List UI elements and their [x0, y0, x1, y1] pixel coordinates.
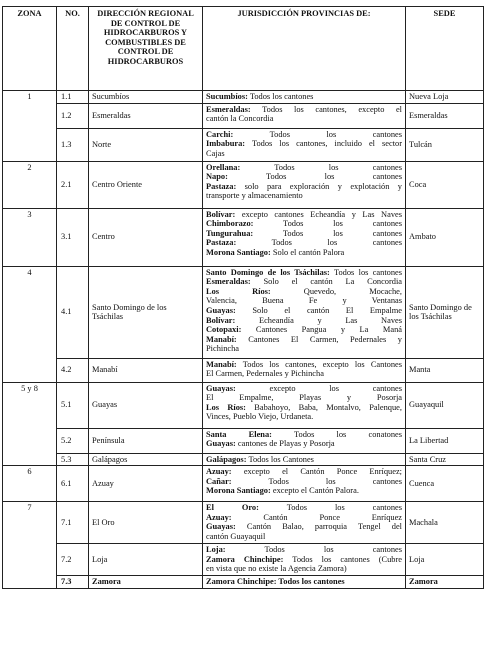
- province-name: Guayas:: [206, 305, 236, 315]
- province-name: Carchi:: [206, 129, 234, 139]
- table-body: [3, 91, 484, 589]
- sede-cell: Machala: [406, 502, 484, 544]
- direccion-cell: Sucumbíos: [89, 91, 203, 104]
- jurisdiction-line: [206, 325, 402, 335]
- jurisdiction-text: Todos los cantones: [240, 162, 402, 172]
- jurisdiction-text: Cantones El Carmen, Pedernales y: [236, 334, 402, 344]
- jurisdiction-text: Valencia, Buena Fe y Ventanas: [206, 296, 402, 306]
- header-row: [3, 7, 484, 91]
- jurisdiction-text: Todos los Cantones: [246, 454, 314, 464]
- jurisdiction-table: [2, 6, 484, 589]
- number-cell: 5.1: [57, 382, 89, 428]
- jurisdiccion-cell: [203, 161, 406, 208]
- jurisdiction-line: [206, 105, 402, 115]
- province-name: Cotopaxi:: [206, 325, 242, 335]
- header-direccion: DIRECCIÓN REGIONAL DE CONTROL DE HIDROCARBUROS Y COMBUSTIBLES DE CONTROL DE HIDROCARBUROS: [89, 7, 203, 91]
- table-row: [3, 575, 484, 588]
- jurisdiction-text: Todos los cantones: [329, 267, 403, 277]
- sede-cell: Guayaquil: [406, 382, 484, 428]
- direccion-cell: Azuay: [89, 466, 203, 502]
- zona-cell: 4: [3, 266, 57, 382]
- table-row: [3, 358, 484, 382]
- province-name: Los Ríos:: [206, 402, 246, 412]
- jurisdiccion-cell: [203, 382, 406, 428]
- jurisdiction-text: excepto el Cantón Ponce Enríquez;: [231, 467, 402, 477]
- jurisdiction-text: cantones de Playas y Posorja: [235, 439, 335, 449]
- number-cell: 7.2: [57, 544, 89, 576]
- jurisdiccion-cell: [203, 91, 406, 104]
- jurisdiction-text: El Empalme, Playas y Posorja: [206, 393, 402, 403]
- jurisdiction-text: Quevedo, Mocache,: [270, 286, 402, 296]
- number-cell: 7.1: [57, 502, 89, 544]
- jurisdiction-line: [206, 412, 402, 422]
- number-cell: 5.3: [57, 453, 89, 466]
- table-row: [3, 128, 484, 161]
- province-name: Loja:: [206, 545, 226, 555]
- number-cell: 4.1: [57, 266, 89, 358]
- jurisdiction-line: [206, 393, 402, 403]
- direccion-cell: Galápagos: [89, 453, 203, 466]
- province-name: Santo Domingo de los Tsáchilas:: [206, 267, 330, 277]
- jurisdiction-line: [206, 430, 402, 440]
- jurisdiction-line: [206, 287, 402, 297]
- jurisdiccion-cell: [203, 453, 406, 466]
- table-row: [3, 91, 484, 104]
- jurisdiction-text: Todos los cantones, excepto el: [250, 104, 402, 114]
- province-name: Los Ríos:: [206, 286, 271, 296]
- province-name: Tungurahua:: [206, 228, 254, 238]
- number-cell: 1.3: [57, 128, 89, 161]
- jurisdiction-line: [206, 577, 402, 587]
- jurisdiction-text: El Carmen, Pedernales y Pichincha: [206, 369, 324, 379]
- jurisdiction-text: Todos los cantones (Cubre: [283, 554, 403, 564]
- zona-cell: 2: [3, 161, 57, 208]
- direccion-cell: Santo Domingo de los Tsáchilas: [89, 266, 203, 358]
- jurisdiction-line: [206, 532, 402, 542]
- direccion-cell: El Oro: [89, 502, 203, 544]
- province-name: Esmeraldas:: [206, 104, 251, 114]
- table-row: [3, 466, 484, 502]
- jurisdiction-text: Cajas: [206, 148, 225, 158]
- jurisdiction-line: [206, 455, 402, 465]
- jurisdiction-line: [206, 522, 402, 532]
- province-name: El Oro:: [206, 503, 259, 513]
- province-name: Morona Santiago:: [206, 486, 271, 496]
- jurisdiction-text: Todos los cantones: [233, 129, 402, 139]
- jurisdiction-line: [206, 130, 402, 140]
- jurisdiction-line: [206, 238, 402, 248]
- direccion-cell: Loja: [89, 544, 203, 576]
- jurisdiction-text: Vinces, Pueblo Viejo, Urdaneta.: [206, 412, 314, 422]
- header-jurisdiccion: JURISDICCIÓN PROVINCIAS DE:: [203, 7, 406, 91]
- province-name: Chimborazo:: [206, 219, 254, 229]
- jurisdiction-line: [206, 486, 402, 496]
- jurisdiction-line: [206, 344, 402, 354]
- jurisdiction-text: Solo el cantón Palora: [270, 247, 345, 257]
- table-row: [3, 208, 484, 266]
- sede-cell: Tulcán: [406, 128, 484, 161]
- number-cell: 3.1: [57, 208, 89, 266]
- table-row: [3, 428, 484, 453]
- jurisdiction-text: Todos los cantones: [236, 238, 402, 248]
- number-cell: 6.1: [57, 466, 89, 502]
- province-name: Cañar:: [206, 476, 232, 486]
- table-row: [3, 382, 484, 428]
- province-name: Imbabura:: [206, 139, 246, 149]
- jurisdiccion-cell: [203, 208, 406, 266]
- zona-cell: 7: [3, 502, 57, 588]
- table-row: [3, 453, 484, 466]
- jurisdiction-line: [206, 149, 402, 159]
- jurisdiccion-cell: [203, 544, 406, 576]
- jurisdiction-text: Todos los cantones: [258, 503, 402, 513]
- jurisdiction-line: [206, 163, 402, 173]
- sede-cell: Coca: [406, 161, 484, 208]
- jurisdiction-line: [206, 545, 402, 555]
- sede-cell: Cuenca: [406, 466, 484, 502]
- jurisdiction-line: [206, 335, 402, 345]
- jurisdiction-line: [206, 139, 402, 149]
- jurisdiction-text: cantón Guayaquil: [206, 531, 266, 541]
- province-name: Napo:: [206, 172, 228, 182]
- jurisdiction-line: [206, 439, 402, 449]
- jurisdiction-line: [206, 210, 402, 220]
- sede-cell: Santo Domingo de los Tsáchilas: [406, 266, 484, 358]
- province-name: Sucumbíos:: [206, 92, 248, 101]
- jurisdiction-text: Todos los cantones: [231, 476, 402, 486]
- jurisdiction-line: [206, 369, 402, 379]
- jurisdiction-line: [206, 503, 402, 513]
- sede-cell: Zamora: [406, 575, 484, 588]
- jurisdiction-line: [206, 114, 402, 124]
- table-row: [3, 544, 484, 576]
- province-name: Morona Santiago:: [206, 247, 271, 257]
- jurisdiction-line: [206, 477, 402, 487]
- zona-cell: 1: [3, 91, 57, 162]
- direccion-cell: Zamora: [89, 575, 203, 588]
- jurisdiction-line: [206, 182, 402, 192]
- jurisdiction-text: Cantones Pangua y La Maná: [241, 325, 402, 335]
- jurisdiction-line: [206, 172, 402, 182]
- table-row: [3, 161, 484, 208]
- zona-cell: 6: [3, 466, 57, 502]
- jurisdiction-text: Solo el cantón La Concordia: [250, 277, 402, 287]
- jurisdiction-text: Todos los cantones: [227, 172, 402, 182]
- province-name: Manabí:: [206, 359, 237, 369]
- jurisdiction-text: excepto cantones Echeandía y Las Naves: [235, 209, 402, 219]
- jurisdiccion-cell: [203, 358, 406, 382]
- jurisdiction-line: [206, 316, 402, 326]
- province-name: Guayas:: [206, 522, 236, 532]
- province-name: Galápagos:: [206, 454, 247, 464]
- header-zona: ZONA: [3, 7, 57, 91]
- jurisdiction-text: Todos los cantones, incluido el sector: [245, 139, 402, 149]
- jurisdiction-text: Todos los conatones: [271, 429, 403, 439]
- jurisdiction-text: Todos los cantones: [253, 228, 402, 238]
- jurisdiction-text: Todos los cantones: [253, 219, 402, 229]
- jurisdiction-line: [206, 467, 402, 477]
- direccion-cell: Península: [89, 428, 203, 453]
- number-cell: 7.3: [57, 575, 89, 588]
- jurisdiction-line: [206, 92, 402, 102]
- header-sede: SEDE: [406, 7, 484, 91]
- jurisdiccion-cell: [203, 128, 406, 161]
- number-cell: 1.1: [57, 91, 89, 104]
- sede-cell: Manta: [406, 358, 484, 382]
- jurisdiccion-cell: [203, 266, 406, 358]
- number-cell: 5.2: [57, 428, 89, 453]
- direccion-cell: Manabí: [89, 358, 203, 382]
- jurisdiction-text: excepto los cantones: [235, 383, 402, 393]
- jurisdiction-line: [206, 384, 402, 394]
- jurisdiccion-cell: [203, 103, 406, 128]
- province-name: Zamora Chinchipe:: [206, 554, 284, 564]
- jurisdiccion-cell: [203, 428, 406, 453]
- jurisdiction-text: Cantón Ponce Enríquez: [231, 512, 402, 522]
- jurisdiction-line: [206, 219, 402, 229]
- province-name: Pastaza:: [206, 238, 237, 248]
- jurisdiction-text: transporte y almacenamiento: [206, 191, 303, 201]
- jurisdiccion-cell: [203, 502, 406, 544]
- jurisdiccion-cell: [203, 575, 406, 588]
- sede-cell: Esmeraldas: [406, 103, 484, 128]
- jurisdiction-text: Echeandía y Las Naves: [235, 315, 402, 325]
- jurisdiction-text: en vista que no existe la Agencia Zamora): [206, 564, 347, 574]
- jurisdiction-text: Solo el cantón El Empalme: [235, 305, 402, 315]
- province-name: Bolívar:: [206, 209, 236, 219]
- jurisdiction-line: [206, 268, 402, 278]
- province-name: Azuay:: [206, 512, 232, 522]
- jurisdiccion-cell: [203, 466, 406, 502]
- jurisdiction-line: [206, 296, 402, 306]
- direccion-cell: Norte: [89, 128, 203, 161]
- sede-cell: La Libertad: [406, 428, 484, 453]
- table-row: [3, 266, 484, 358]
- jurisdiction-text: solo para exploración y explotación y: [236, 181, 402, 191]
- sede-cell: Ambato: [406, 208, 484, 266]
- province-name: Esmeraldas:: [206, 277, 251, 287]
- direccion-cell: Centro: [89, 208, 203, 266]
- province-name: Santa Elena:: [206, 429, 272, 439]
- sede-cell: Nueva Loja: [406, 91, 484, 104]
- jurisdiction-text: Cantón Balao, parroquia Tengel del: [235, 522, 402, 532]
- jurisdiction-line: [206, 229, 402, 239]
- jurisdiction-text: Pichincha: [206, 344, 240, 354]
- sede-cell: Santa Cruz: [406, 453, 484, 466]
- jurisdiction-line: [206, 403, 402, 413]
- zona-cell: 3: [3, 208, 57, 266]
- jurisdiction-line: [206, 360, 402, 370]
- direccion-cell: Guayas: [89, 382, 203, 428]
- province-name: Zamora Chinchipe: Todos los cantones: [206, 576, 345, 586]
- jurisdiction-line: [206, 555, 402, 565]
- jurisdiction-text: Todos los cantones, excepto los Cantones: [236, 359, 402, 369]
- direccion-cell: Esmeraldas: [89, 103, 203, 128]
- jurisdiction-text: excepto el Cantón Palora.: [270, 486, 359, 496]
- number-cell: 1.2: [57, 103, 89, 128]
- jurisdiction-text: Todos los cantones: [225, 545, 402, 555]
- province-name: Azuay:: [206, 467, 232, 477]
- number-cell: 2.1: [57, 161, 89, 208]
- province-name: Manabí:: [206, 334, 237, 344]
- table-row: [3, 502, 484, 544]
- province-name: Bolívar:: [206, 315, 236, 325]
- zona-cell: 5 y 8: [3, 382, 57, 466]
- jurisdiction-text: cantón la Concordia: [206, 114, 274, 124]
- jurisdiction-line: [206, 191, 402, 201]
- province-name: Pastaza:: [206, 181, 237, 191]
- jurisdiction-line: [206, 564, 402, 574]
- direccion-cell: Centro Oriente: [89, 161, 203, 208]
- jurisdiction-text: Todos los cantones: [247, 92, 314, 101]
- jurisdiction-line: [206, 277, 402, 287]
- header-no: NO.: [57, 7, 89, 91]
- province-name: Orellana:: [206, 162, 241, 172]
- province-name: Guayas:: [206, 383, 236, 393]
- jurisdiction-line: [206, 306, 402, 316]
- jurisdiction-text: Babahoyo, Baba, Montalvo, Palenque,: [245, 402, 402, 412]
- number-cell: 4.2: [57, 358, 89, 382]
- jurisdiction-line: [206, 513, 402, 523]
- jurisdiction-line: [206, 248, 402, 258]
- sede-cell: Loja: [406, 544, 484, 576]
- table-row: [3, 103, 484, 128]
- province-name: Guayas:: [206, 439, 236, 449]
